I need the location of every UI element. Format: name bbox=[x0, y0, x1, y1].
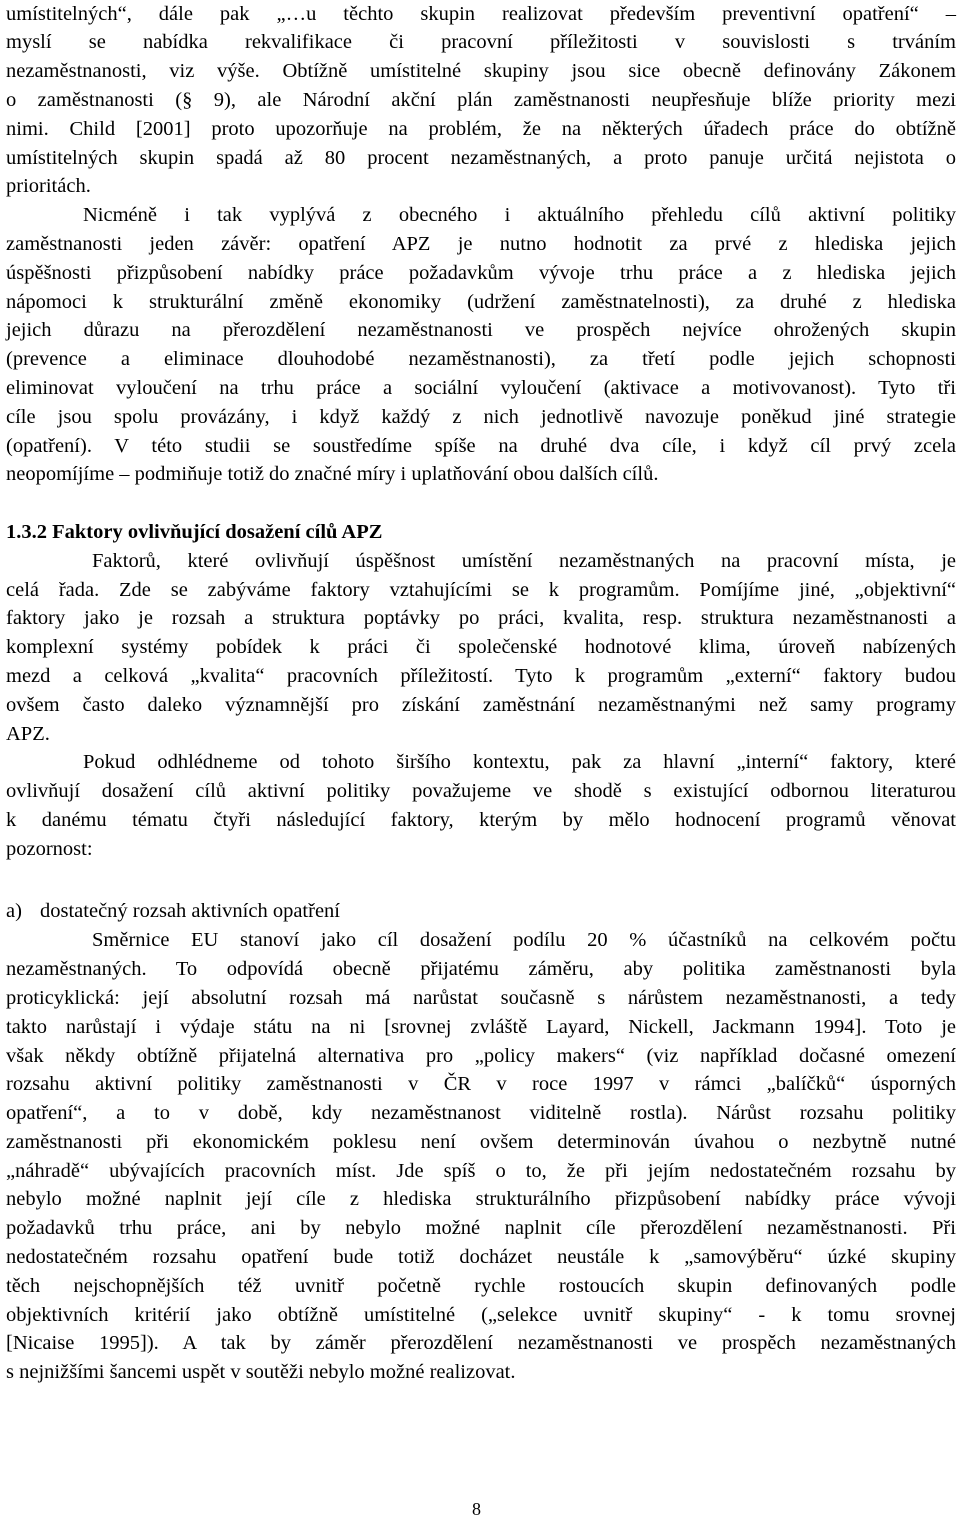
paragraph-5-line: však někdy obtížně přijatelná alternativa pro „policy makers“ (viz například dočasné omezení bbox=[6, 1045, 956, 1067]
paragraph-5-line: rozsahu aktivní politiky zaměstnanosti v ČR v roce 1997 v rámci „balíčků“ úsporných bbox=[6, 1073, 956, 1095]
paragraph-1-line: umístitelných skupin spadá až 80 procent nezaměstnaných, a proto panuje určitá nejistota o bbox=[6, 147, 956, 169]
list-item-label: a) bbox=[6, 900, 22, 922]
paragraph-3-line: APZ. bbox=[6, 723, 50, 745]
paragraph-2-line: jejich důrazu na přerozdělení nezaměstnanosti ve prospěch nejvíce ohrožených skupin bbox=[6, 319, 956, 341]
paragraph-1-line: o zaměstnanosti (§ 9), ale Národní akční plán zaměstnanosti neupřesňuje blíže priority mezi bbox=[6, 89, 956, 111]
paragraph-3-line: celá řada. Zde se zabýváme faktory vztahujícími se k programům. Pomíjíme jiné, „objektivní“ bbox=[6, 579, 956, 601]
paragraph-4-line: ovlivňují dosažení cílů aktivní politiky považujeme ve shodě s existující odbornou literaturou bbox=[6, 780, 956, 802]
paragraph-5-line: proticyklická: její absolutní rozsah má narůstat současně s nárůstem nezaměstnanosti, a tedy bbox=[6, 987, 956, 1009]
paragraph-3-line: faktory jako je rozsah a struktura poptávky po práci, kvalita, resp. struktura nezaměstnanosti a bbox=[6, 607, 956, 629]
paragraph-2-line: (opatření). V této studii se soustředíme spíše na druhé dva cíle, i když cíl prvý zcela bbox=[6, 435, 956, 457]
paragraph-4-line: k danému tématu čtyři následující faktory, kterým by mělo hodnocení programů věnovat bbox=[6, 809, 956, 831]
paragraph-2-line: eliminovat vyloučení na trhu práce a sociální vyloučení (aktivace a motivovanost). Tyto tři bbox=[6, 377, 956, 399]
paragraph-2-first-line: Nicméně i tak vyplývá z obecného i aktuálního přehledu cílů aktivní politiky bbox=[83, 204, 956, 226]
paragraph-1-line: umístitelných“, dále pak „…u těchto skupin realizovat především preventivní opatření“ – bbox=[6, 3, 956, 25]
paragraph-5-line: objektivních kritérií jako obtížně umístitelné („selekce uvnitř skupiny“ - k tomu srovnej bbox=[6, 1304, 956, 1326]
page-number: 8 bbox=[472, 1499, 481, 1519]
paragraph-5-line: „náhradě“ ubývajících pracovních míst. Jde spíš o to, že při jejím nedostatečném rozsahu by bbox=[6, 1160, 956, 1182]
list-item-title: dostatečný rozsah aktivních opatření bbox=[40, 900, 340, 922]
paragraph-1-line: prioritách. bbox=[6, 175, 91, 197]
section-title: Faktory ovlivňující dosažení cílů APZ bbox=[52, 521, 383, 543]
paragraph-5-line: zaměstnanosti při ekonomickém poklesu není ovšem determinován úvahou o nezbytně nutné bbox=[6, 1131, 956, 1153]
paragraph-3-line: mezd a celková „kvalita“ pracovních příležitostí. Tyto k programům „externí“ faktory budou bbox=[6, 665, 956, 687]
paragraph-5-line: nebylo možné naplnit její cíle z hlediska strukturálního přizpůsobení nabídky práce vývoji bbox=[6, 1188, 956, 1210]
paragraph-5-line: požadavků trhu práce, ani by nebylo možné naplnit cíle přerozdělení nezaměstnanosti. Při bbox=[6, 1217, 956, 1239]
paragraph-4-first-line: Pokud odhlédneme od tohoto širšího kontextu, pak za hlavní „interní“ faktory, které bbox=[83, 751, 956, 773]
paragraph-3-first-line: Faktorů, které ovlivňují úspěšnost umístění nezaměstnaných na pracovní místa, je bbox=[92, 550, 956, 572]
paragraph-3-line: komplexní systémy pobídek k práci či společenské hodnotové klima, úroveň nabízených bbox=[6, 636, 956, 658]
paragraph-2-line: nápomoci k strukturální změně ekonomiky (udržení zaměstnatelnosti), za druhé z hlediska bbox=[6, 291, 956, 313]
paragraph-1-line: nimi. Child [2001] proto upozorňuje na problém, že na některých úřadech práce do obtížně bbox=[6, 118, 956, 140]
paragraph-4-line: pozornost: bbox=[6, 838, 93, 860]
section-number: 1.3.2 bbox=[6, 521, 47, 543]
paragraph-5-line: nedostatečném rozsahu opatření bude totiž docházet neustále k „samovýběru“ úzké skupiny bbox=[6, 1246, 956, 1268]
paragraph-5-first-line: Směrnice EU stanoví jako cíl dosažení podílu 20 % účastníků na celkovém počtu bbox=[92, 929, 956, 951]
paragraph-5-line: opatření“, a to v době, kdy nezaměstnanost viditelně rostla). Nárůst rozsahu politiky bbox=[6, 1102, 956, 1124]
paragraph-5-line: těch nejschopnějších též uvnitř početně rychle rostoucích skupin definovaných podle bbox=[6, 1275, 956, 1297]
list-item-a bbox=[6, 897, 340, 926]
paragraph-3-line: ovšem často daleko významnější pro získání zaměstnání nezaměstnanými než samy programy bbox=[6, 694, 956, 716]
paragraph-5-line: s nejnižšími šancemi uspět v soutěži nebylo možné realizovat. bbox=[6, 1361, 516, 1383]
paragraph-1-line: nezaměstnanosti, viz výše. Obtížně umístitelné skupiny jsou sice obecně definovány Zákonem bbox=[6, 60, 956, 82]
paragraph-2-line: úspěšnosti přizpůsobení nabídky práce požadavkům vývoje trhu práce a z hlediska jejich bbox=[6, 262, 956, 284]
paragraph-5-line: nezaměstnaných. To odpovídá obecně přijatému záměru, aby politika zaměstnanosti byla bbox=[6, 958, 956, 980]
paragraph-2-line: zaměstnanosti jeden závěr: opatření APZ je nutno hodnotit za prvé z hlediska jejich bbox=[6, 233, 956, 255]
paragraph-1-line: myslí se nabídka rekvalifikace či pracovní příležitosti v souvislosti s trváním bbox=[6, 31, 956, 53]
paragraph-2-line: (prevence a eliminace dlouhodobé nezaměstnanosti), za třetí podle jejich schopnosti bbox=[6, 348, 956, 370]
paragraph-2-line: neopomíjíme – podmiňuje totiž do značné míry i uplatňování obou dalších cílů. bbox=[6, 463, 659, 485]
section-heading bbox=[6, 518, 382, 547]
paragraph-5-line: takto narůstají i výdaje státu na ni [srovnej zvláště Layard, Nickell, Jackmann 1994]. Toto je bbox=[6, 1016, 956, 1038]
paragraph-5-line: [Nicaise 1995]). A tak by záměr přerozdělení nezaměstnanosti ve prospěch nezaměstnaných bbox=[6, 1332, 956, 1354]
paragraph-2-line: cíle jsou spolu provázány, i když každý z nich jednotlivě navozuje poněkud jiné strategie bbox=[6, 406, 956, 428]
